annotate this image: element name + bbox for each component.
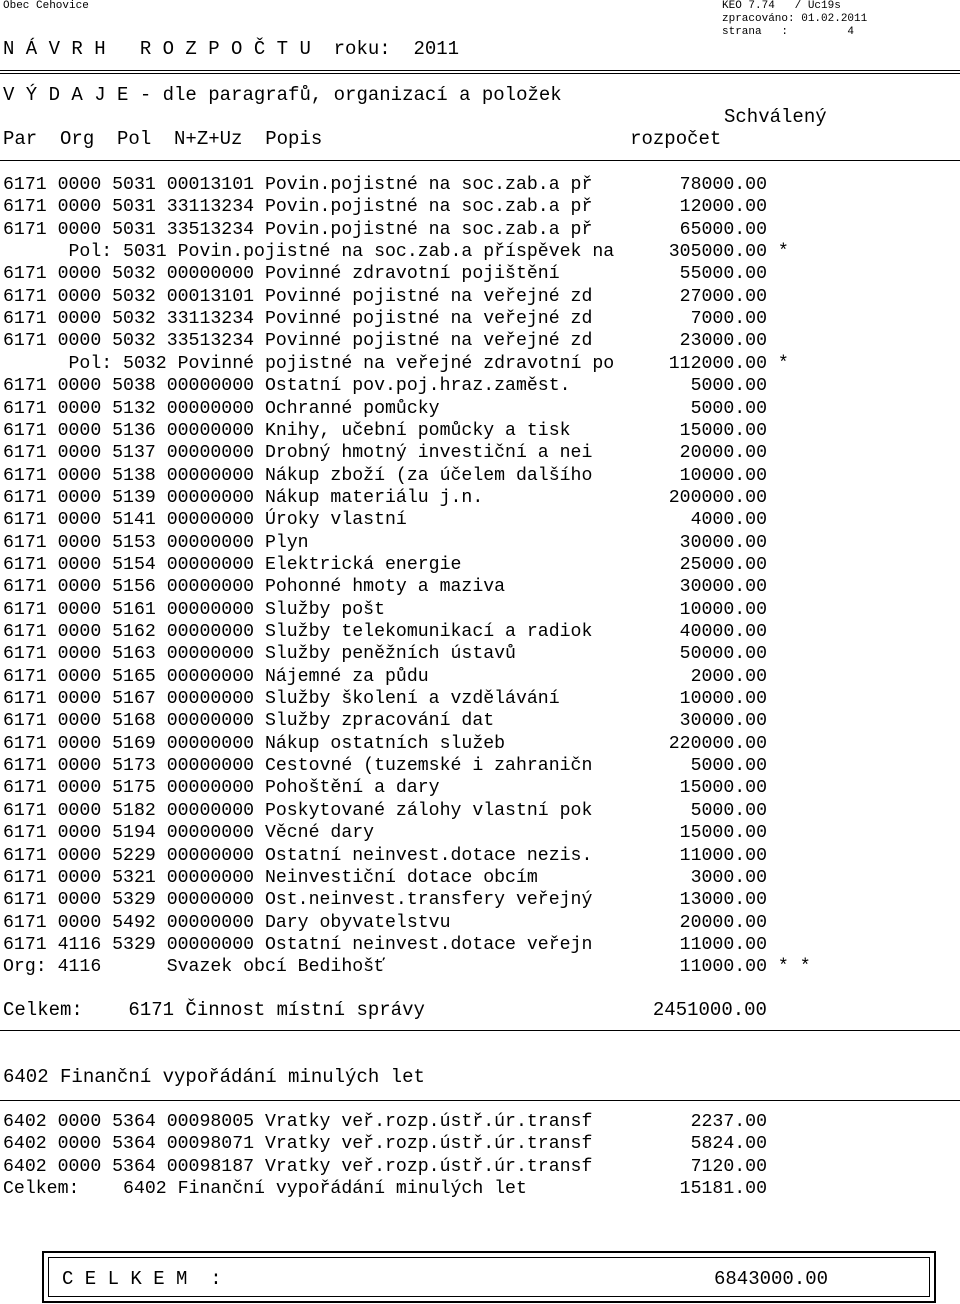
table-row: 6171 0000 5194 00000000 Věcné dary 15000.00 [3, 823, 767, 844]
table-row: Celkem: 6402 Finanční vypořádání minulých let 15181.00 [3, 1179, 767, 1200]
table-row: 6171 0000 5141 00000000 Úroky vlastní 4000.00 [3, 510, 767, 531]
table-row: 6171 0000 5137 00000000 Drobný hmotný investiční a nei 20000.00 [3, 443, 767, 464]
grand-total-box [42, 1251, 936, 1303]
software-version: KEO 7.74 / Uc19s [722, 0, 841, 12]
table-row: 6171 0000 5032 33513234 Povinné pojistné na veřejné zd 23000.00 [3, 331, 767, 352]
table-row: 6402 0000 5364 00098187 Vratky veř.rozp.ústř.úr.transf 7120.00 [3, 1156, 767, 1177]
table-row: 6171 0000 5163 00000000 Služby peněžních ústavů 50000.00 [3, 644, 767, 665]
page-number: strana : 4 [722, 26, 855, 38]
grand-total-label: C E L K E M : [62, 1268, 222, 1290]
table-row: 6171 0000 5321 00000000 Neinvestiční dotace obcím 3000.00 [3, 867, 767, 888]
table-row: 6171 0000 5492 00000000 Dary obyvatelstvu 20000.00 [3, 912, 767, 933]
section-subtitle: V Ý D A J E - dle paragrafů, organizací a položek [3, 84, 562, 106]
table-row: 6171 0000 5329 00000000 Ost.neinvest.transfery veřejný 13000.00 [3, 890, 767, 911]
table-row: 6171 0000 5032 33113234 Povinné pojistné na veřejné zd 7000.00 [3, 309, 767, 330]
table-row: 6402 0000 5364 00098005 Vratky veř.rozp.ústř.úr.transf 2237.00 [3, 1112, 767, 1132]
table-row: Pol: 5032 Povinné pojistné na veřejné zdravotní po 112000.00 * [3, 353, 789, 374]
table-row: 6402 0000 5364 00098071 Vratky veř.rozp.ústř.úr.transf 5824.00 [3, 1134, 767, 1155]
table-row: 6171 0000 5136 00000000 Knihy, učební pomůcky a tisk 15000.00 [3, 420, 767, 441]
total-divider [0, 1030, 960, 1031]
table-row: 6171 0000 5182 00000000 Poskytované zálohy vlastní pok 5000.00 [3, 800, 767, 821]
page-title: N Á V R H R O Z P O Č T U roku: 2011 [3, 38, 460, 60]
table-row: 6171 0000 5161 00000000 Služby pošt 10000.00 [3, 599, 767, 620]
table-row: 6171 0000 5038 00000000 Ostatní pov.poj.hraz.zaměst. 5000.00 [3, 376, 767, 397]
table-row: 6171 0000 5167 00000000 Služby školení a vzdělávání 10000.00 [3, 689, 767, 710]
municipality-name: Obec Čehovice [3, 0, 89, 12]
table-row: 6171 0000 5162 00000000 Služby telekomunikací a radiok 40000.00 [3, 622, 767, 642]
table-row: 6171 0000 5229 00000000 Ostatní neinvest.dotace nezis. 11000.00 [3, 845, 767, 866]
section-title-6402: 6402 Finanční vypořádání minulých let [3, 1066, 425, 1088]
processed-date: zpracováno: 01.02.2011 [722, 13, 868, 25]
table-row: 6171 0000 5175 00000000 Pohoštění a dary 15000.00 [3, 778, 767, 799]
table-row: 6171 4116 5329 00000000 Ostatní neinvest.dotace veřejn 11000.00 [3, 934, 767, 955]
table-row: 6171 0000 5031 00013101 Povin.pojistné na soc.zab.a př 78000.00 [3, 175, 767, 195]
table-row: 6171 0000 5173 00000000 Cestovné (tuzemské i zahraničn 5000.00 [3, 756, 767, 777]
table-row: 6171 0000 5168 00000000 Služby zpracování dat 30000.00 [3, 711, 767, 732]
table-row: 6171 0000 5153 00000000 Plyn 30000.00 [3, 532, 767, 553]
table-row: 6171 0000 5031 33513234 Povin.pojistné na soc.zab.a př 65000.00 [3, 219, 767, 240]
table-row: 6171 0000 5132 00000000 Ochranné pomůcky 5000.00 [3, 398, 767, 419]
column-header-row: Par Org Pol N+Z+Uz Popis rozpočet [3, 128, 722, 150]
table-row: 6171 0000 5165 00000000 Nájemné za půdu 2000.00 [3, 666, 767, 687]
section2-divider [0, 1100, 960, 1101]
table-row: 6171 0000 5031 33113234 Povin.pojistné na soc.zab.a př 12000.00 [3, 197, 767, 218]
table-row: 6171 0000 5032 00000000 Povinné zdravotní pojištění 55000.00 [3, 264, 767, 285]
grand-total-value: 6843000.00 [714, 1268, 829, 1290]
table-row: Org: 4116 Svazek obcí Bedihošť 11000.00 * * [3, 957, 811, 978]
table-row: 6171 0000 5154 00000000 Elektrická energie 25000.00 [3, 554, 767, 575]
table-row: 6171 0000 5156 00000000 Pohonné hmoty a maziva 30000.00 [3, 577, 767, 598]
table-row: 6171 0000 5169 00000000 Nákup ostatních služeb 220000.00 [3, 733, 767, 754]
table-row: 6171 0000 5138 00000000 Nákup zboží (za účelem dalšího 10000.00 [3, 465, 767, 486]
table-row: 6171 0000 5032 00013101 Povinné pojistné na veřejné zd 27000.00 [3, 286, 767, 307]
column-header-approved: Schválený [724, 106, 827, 128]
section-total-6171: Celkem: 6171 Činnost místní správy 2451000.00 [3, 999, 767, 1021]
table-row: Pol: 5031 Povin.pojistné na soc.zab.a příspěvek na 305000.00 * [3, 242, 789, 263]
table-row: 6171 0000 5139 00000000 Nákup materiálu j.n. 200000.00 [3, 487, 767, 508]
title-divider [0, 70, 960, 74]
header-divider [0, 160, 960, 161]
